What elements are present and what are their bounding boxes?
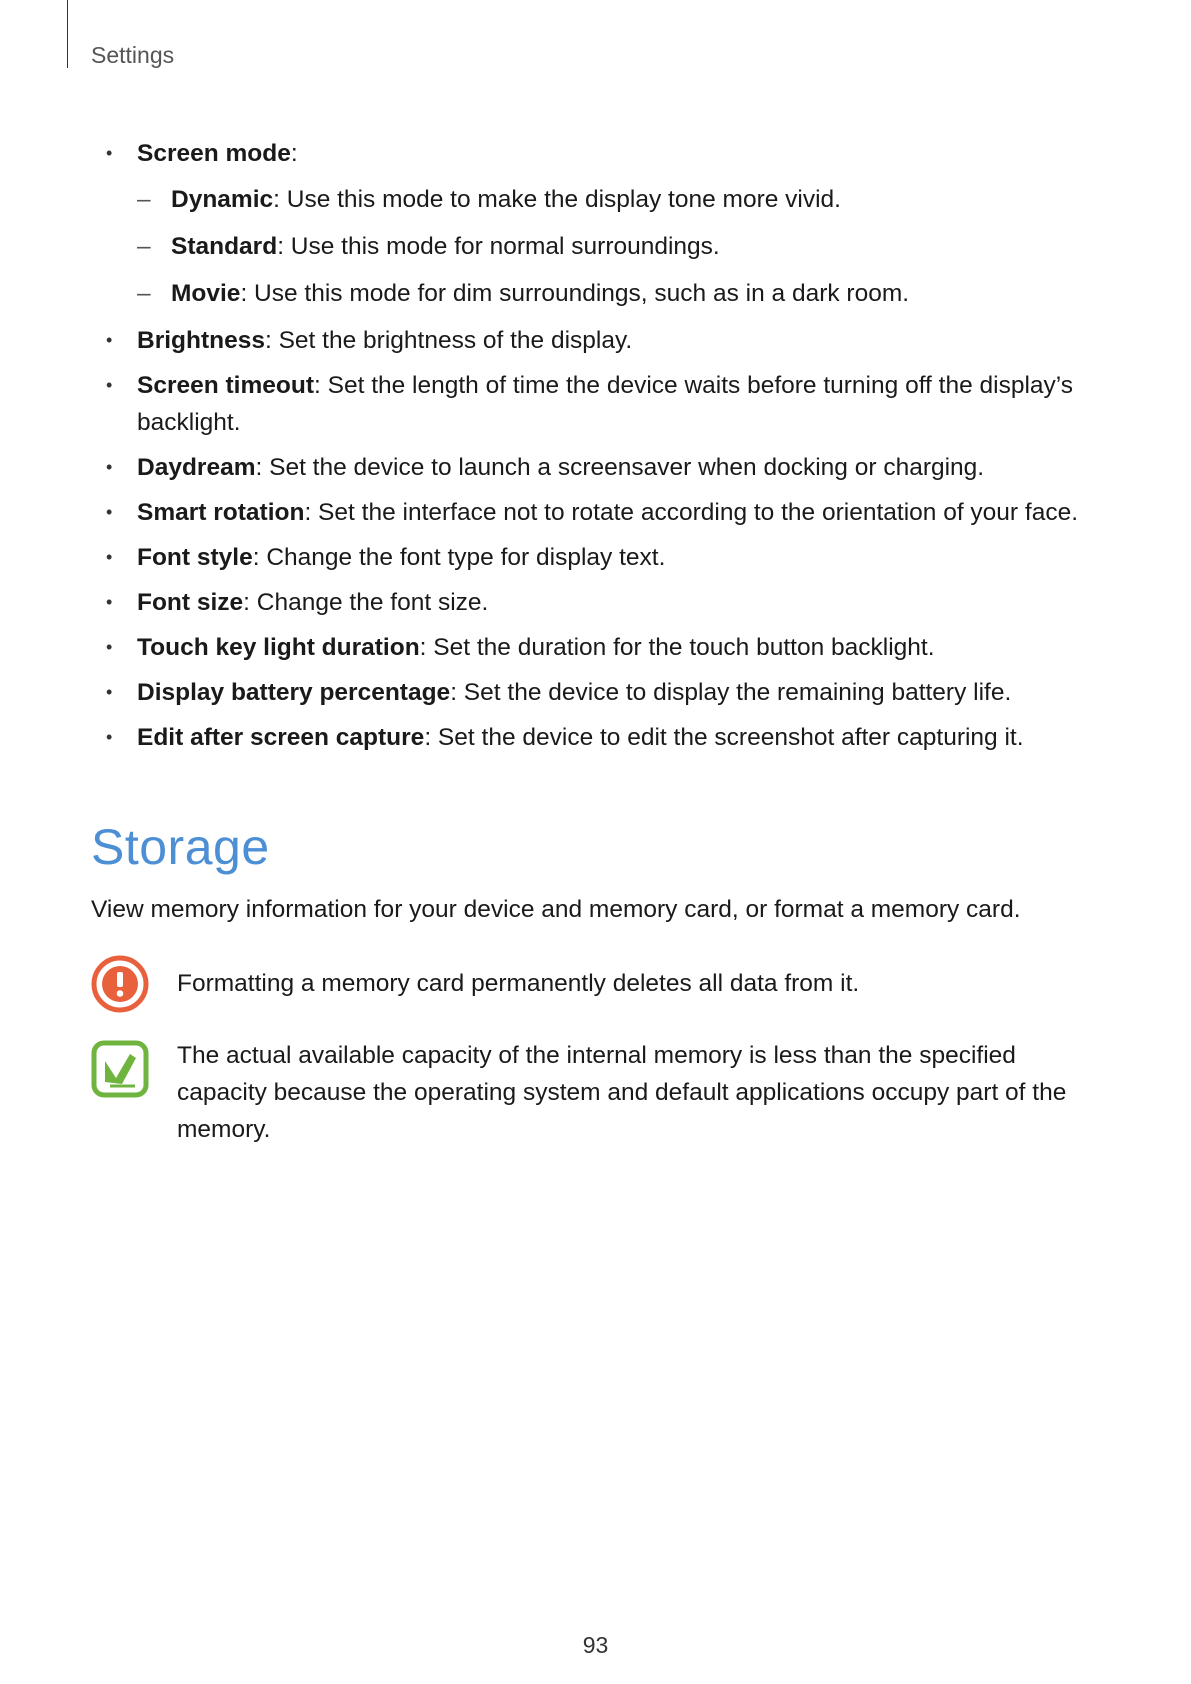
storage-heading: Storage: [91, 819, 270, 875]
sub-list-item: [137, 228, 1096, 265]
info-note: [91, 1040, 1101, 1148]
item-label: Font size: [137, 589, 244, 616]
item-label: Display battery percentage: [137, 679, 451, 706]
option-desc: : Use this mode for normal surroundings.: [277, 233, 720, 260]
option-desc: : Use this mode to make the display tone more vivid.: [273, 186, 841, 213]
option-label: Movie: [171, 280, 241, 307]
warning-icon: [91, 955, 149, 1013]
item-label: Font style: [137, 544, 253, 571]
list-item: [106, 322, 1096, 359]
item-label: Daydream: [137, 454, 256, 481]
item-desc: : Set the duration for the touch button backlight.: [419, 634, 935, 661]
warning-text: Formatting a memory card permanently deletes all data from it.: [177, 970, 860, 997]
option-label: Dynamic: [171, 186, 274, 213]
item-label: Screen mode: [137, 140, 291, 167]
list-item: [106, 584, 1096, 621]
item-desc: : Set the length of time the device waits before turning off the display’s backlight.: [137, 372, 1074, 436]
item-desc: : Set the device to edit the screenshot after capturing it.: [424, 724, 1024, 751]
list-item: [106, 494, 1096, 531]
list-item: [106, 135, 1096, 312]
item-label: Screen timeout: [137, 372, 314, 399]
list-item: [106, 449, 1096, 486]
list-item: [106, 539, 1096, 576]
item-desc: : Set the brightness of the display.: [264, 327, 633, 354]
option-desc: : Use this mode for dim surroundings, such as in a dark room.: [240, 280, 910, 307]
section-title: Settings: [91, 42, 175, 68]
list-item: [106, 629, 1096, 666]
list-item: [106, 674, 1096, 711]
item-label: Brightness: [137, 327, 265, 354]
item-label: Edit after screen capture: [137, 724, 425, 751]
item-label: Touch key light duration: [137, 634, 420, 661]
item-desc: : Change the font size.: [243, 589, 489, 616]
warning-note: [91, 955, 1101, 1002]
item-desc: : Set the device to display the remaining battery life.: [450, 679, 1012, 706]
list-item: [106, 719, 1096, 756]
item-label: Smart rotation: [137, 499, 305, 526]
option-label: Standard: [171, 233, 278, 260]
storage-intro: View memory information for your device and memory card, or format a memory card.: [91, 896, 1021, 923]
note-icon: [91, 1040, 149, 1098]
settings-list: [106, 135, 1096, 764]
item-desc: : Set the interface not to rotate according to the orientation of your face.: [304, 499, 1079, 526]
item-desc: : Change the font type for display text.: [252, 544, 666, 571]
item-desc: : Set the device to launch a screensaver when docking or charging.: [255, 454, 985, 481]
list-item: [106, 367, 1096, 441]
sub-list-item: [137, 181, 1096, 218]
screen-mode-options: [137, 181, 1096, 312]
page-number: 93: [582, 1632, 609, 1658]
header-rule: [67, 0, 68, 68]
sub-list-item: [137, 275, 1096, 312]
item-sep: :: [290, 140, 298, 167]
note-text: The actual available capacity of the internal memory is less than the specified capacity because the operating system and default applications occupy part of the memory.: [177, 1042, 1067, 1143]
